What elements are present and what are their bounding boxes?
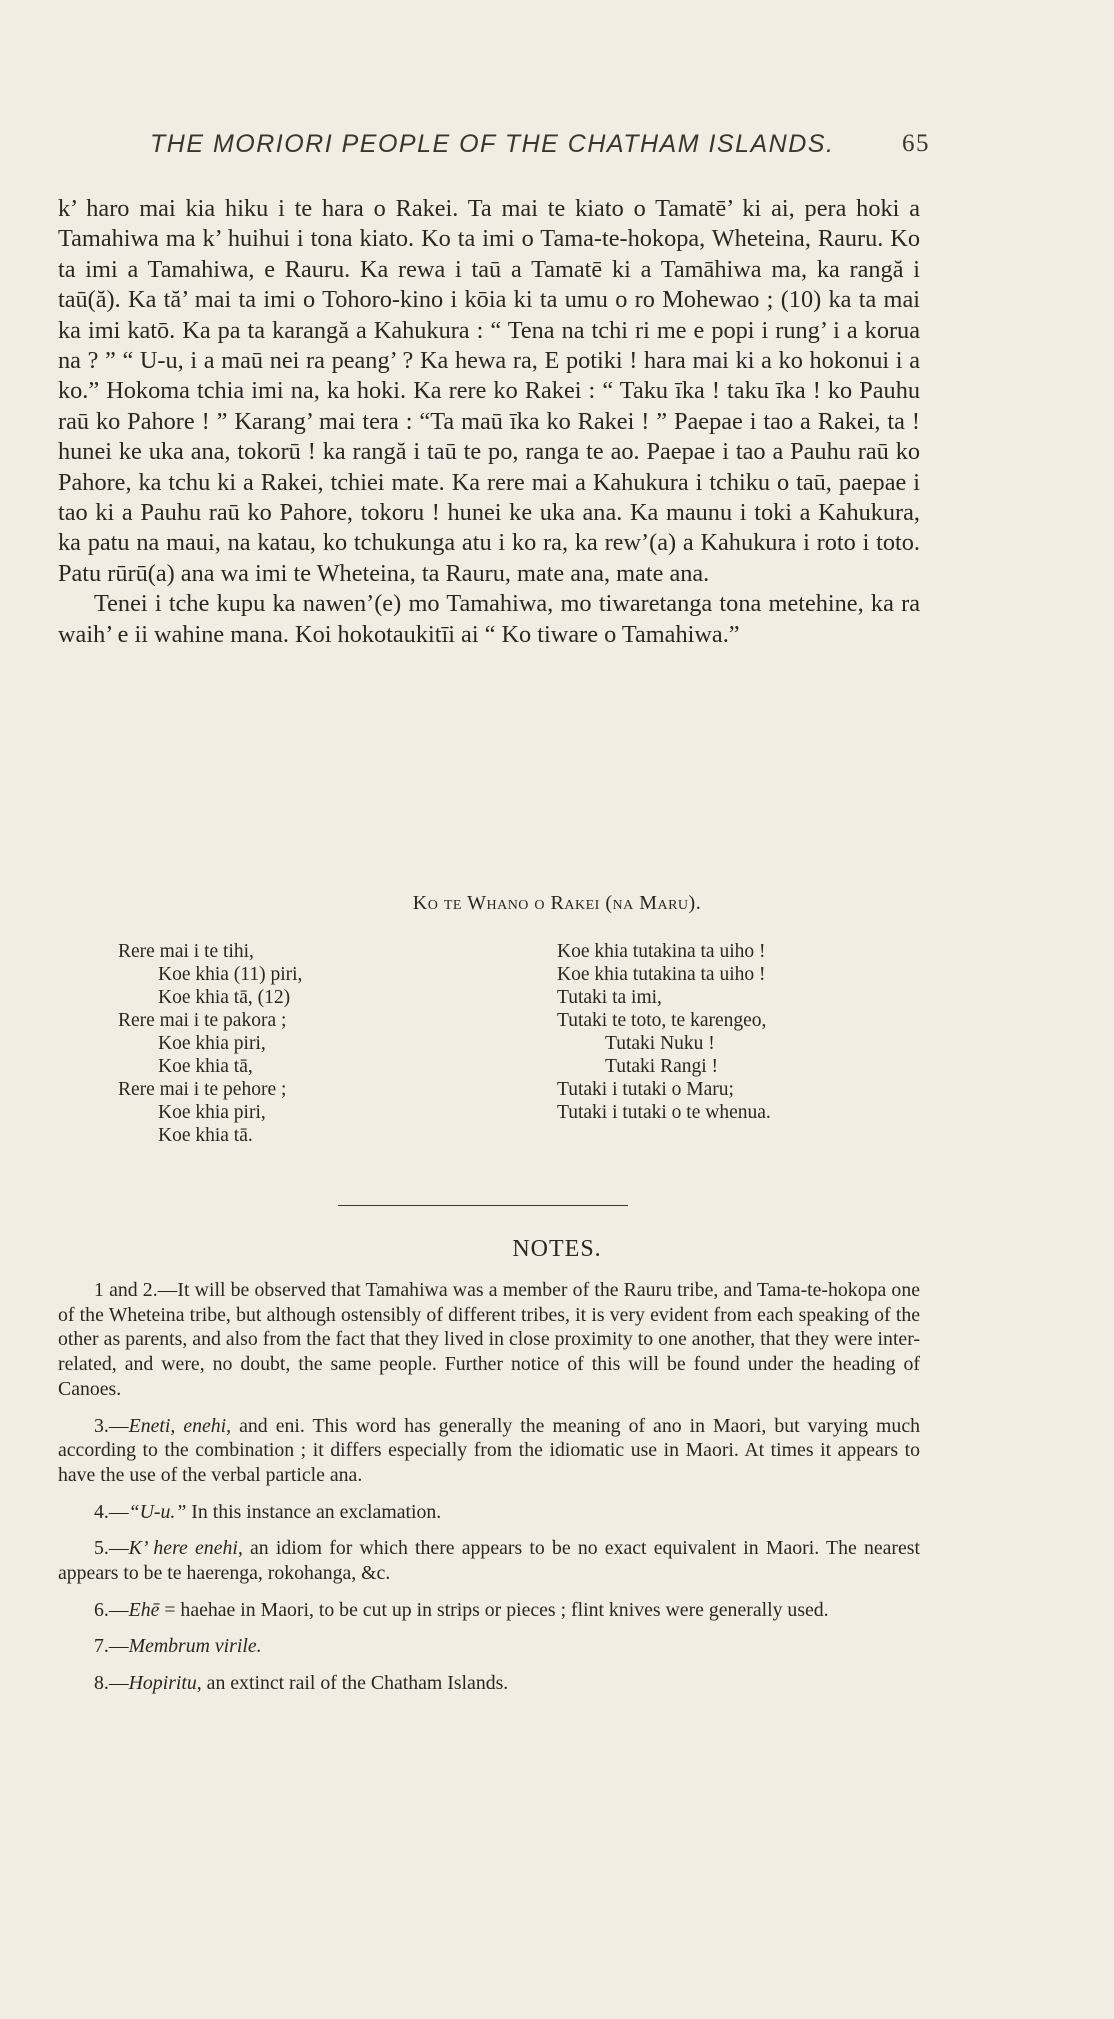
section-divider [338,1205,628,1206]
poem-line: Koe khia tutakina ta uiho ! [557,964,766,985]
poem-line: Rere mai i te pehore ; [118,1079,287,1100]
note-item [58,1278,920,1402]
poem-line: Koe khia (11) piri, [158,964,303,985]
note-item [58,1536,920,1585]
poem-line: Koe khia piri, [158,1033,266,1054]
note-item [58,1500,920,1525]
poem-line: Tutaki Nuku ! [605,1033,715,1054]
note-number: 5.— [94,1537,129,1560]
poem-title: Ko te Whano o Rakei (na Maru). [412,892,702,914]
note-item [58,1598,920,1623]
poem-line: Koe khia tā, [158,1056,253,1077]
note-term: Hopiritu, [128,1672,202,1695]
poem-line: Rere mai i te tihi, [118,941,254,962]
poem-line: Tutaki i tutaki o Maru; [557,1079,734,1100]
note-number: 8.— [94,1672,129,1695]
note-term: “U-u.” [128,1500,187,1523]
note-number: 3.— [94,1414,129,1437]
paragraph: k’ haro mai kia hiku i te hara o Rakei. Ta mai te kiato o Tamatē’ ki ai, pera hoki a Tamahiwa ma k’ huihui i tona kiato. Ko ta imi o Tama-te-hokopa, Wheteina, Rauru. Ko ta imi a Tamahiwa, e Rauru. Ka rewa i taū a Tamatē ki a Tamāhiwa ma, ka rangă i taū(ă). Ka tă’ mai ta imi o Tohoro-kino i kōia ki ta umu o ro Mohewao ; (10) ka ta mai ka imi katō. Ka pa ta karangă a Kahukura : “ Tena na tchi ri me e popi i rung’ i a korua na ? ” “ U-u, i a maū nei ra peang’ ? Ka hewa ra, E potiki ! hara mai ki a ko hokonui i a ko.” Hokoma tchia imi na, ka hoki. Ka rere ko Rakei : “ Taku īka ! taku īka ! ko Pauhu raū ko Pahore ! ” Karang’ mai tera : “Ta maū īka ko Rakei ! ” Paepae i tao a Rakei, ta ! hunei ke uka ana, tokorū ! ka rangă i taū te po, ranga te ao. Paepae i tao a Pauhu raū ko Pahore, ka tchu ki a Rakei, tchiei mate. Ka rere mai a Kahukura i tchiku o taū, paepae i tao ki a Pauhu raū ko Pahore, tokoru ! hunei ke uka ana. Ka maunu i toki a Kahukura, ka patu na maui, na katau, ko tchukunga atu i ko ra, ka rew’(a) a Kahukura i roto i toto. Patu rūrū(a) ana wa imi te Wheteina, ta Rauru, mate ana, mate ana. [58,195,920,587]
running-header [150,130,930,170]
poem-line: Tutaki te toto, te karengeo, [557,1010,767,1031]
main-text [58,194,920,650]
note-item [58,1671,920,1696]
poem-left-column [118,940,302,1147]
note-term: K’ here enehi, [128,1537,243,1560]
note-text: an idiom for which there appears to be no exact equivalent in Maori. The nearest appears to be te haerenga, rokohanga, &c. [58,1537,920,1585]
poem-right-column [557,940,771,1124]
poem-line: Koe khia tutakina ta uiho ! [557,941,766,962]
notes-section [58,1278,920,1708]
paragraph: Tenei i tche kupu ka nawen’(e) mo Tamahiwa, mo tiwaretanga tona metehine, ka ra waih’ e ii wahine mana. Koi hokotaukitīi ai “ Ko tiware o Tamahiwa.” [58,590,920,648]
note-text: In this instance an exclamation. [186,1500,442,1523]
note-text: = haehae in Maori, to be cut up in strips or pieces ; flint knives were generally used. [159,1598,829,1621]
running-title: THE MORIORI PEOPLE OF THE CHATHAM ISLANDS. [150,130,835,158]
poem-line: Rere mai i te pakora ; [118,1010,287,1031]
poem-line: Tutaki ta imi, [557,987,662,1008]
note-number: 6.— [94,1598,129,1621]
note-term: Eneti, enehi, [128,1414,232,1437]
note-number: 4.— [94,1500,129,1523]
note-item [58,1414,920,1488]
poem-line: Koe khia tā. [158,1125,253,1146]
note-term: Ehē [128,1598,160,1621]
poem-line: Tutaki Rangi ! [605,1056,719,1077]
notes-heading: NOTES. [512,1236,602,1262]
note-text: and eni. This word has generally the meaning of ano in Maori, but varying much according to the combination ; it differs especially from the idiomatic use in Maori. At times it appears to have the use of the verbal particle ana. [58,1414,920,1486]
note-text: an extinct rail of the Chatham Islands. [201,1672,509,1695]
note-number: 1 and 2.— [94,1279,178,1301]
poem-line: Koe khia tā, (12) [158,987,291,1008]
poem-line: Tutaki i tutaki o te whenua. [557,1102,771,1123]
page-number: 65 [902,130,930,157]
note-text: It will be observed that Tamahiwa was a member of the Rauru tribe, and Tama-te-hokopa one of the Wheteina tribe, but although ostensibly of different tribes, it is very evident from each speaking of the other as parents, and also from the fact that they lived in close proximity to one another, that they were inter-related, and were, no doubt, the same people. Further notice of this will be found under the heading of Canoes. [58,1279,920,1400]
note-item [58,1634,920,1659]
note-number: 7.— [94,1635,129,1658]
note-term: Membrum virile. [128,1635,262,1658]
poem-line: Koe khia piri, [158,1102,266,1123]
